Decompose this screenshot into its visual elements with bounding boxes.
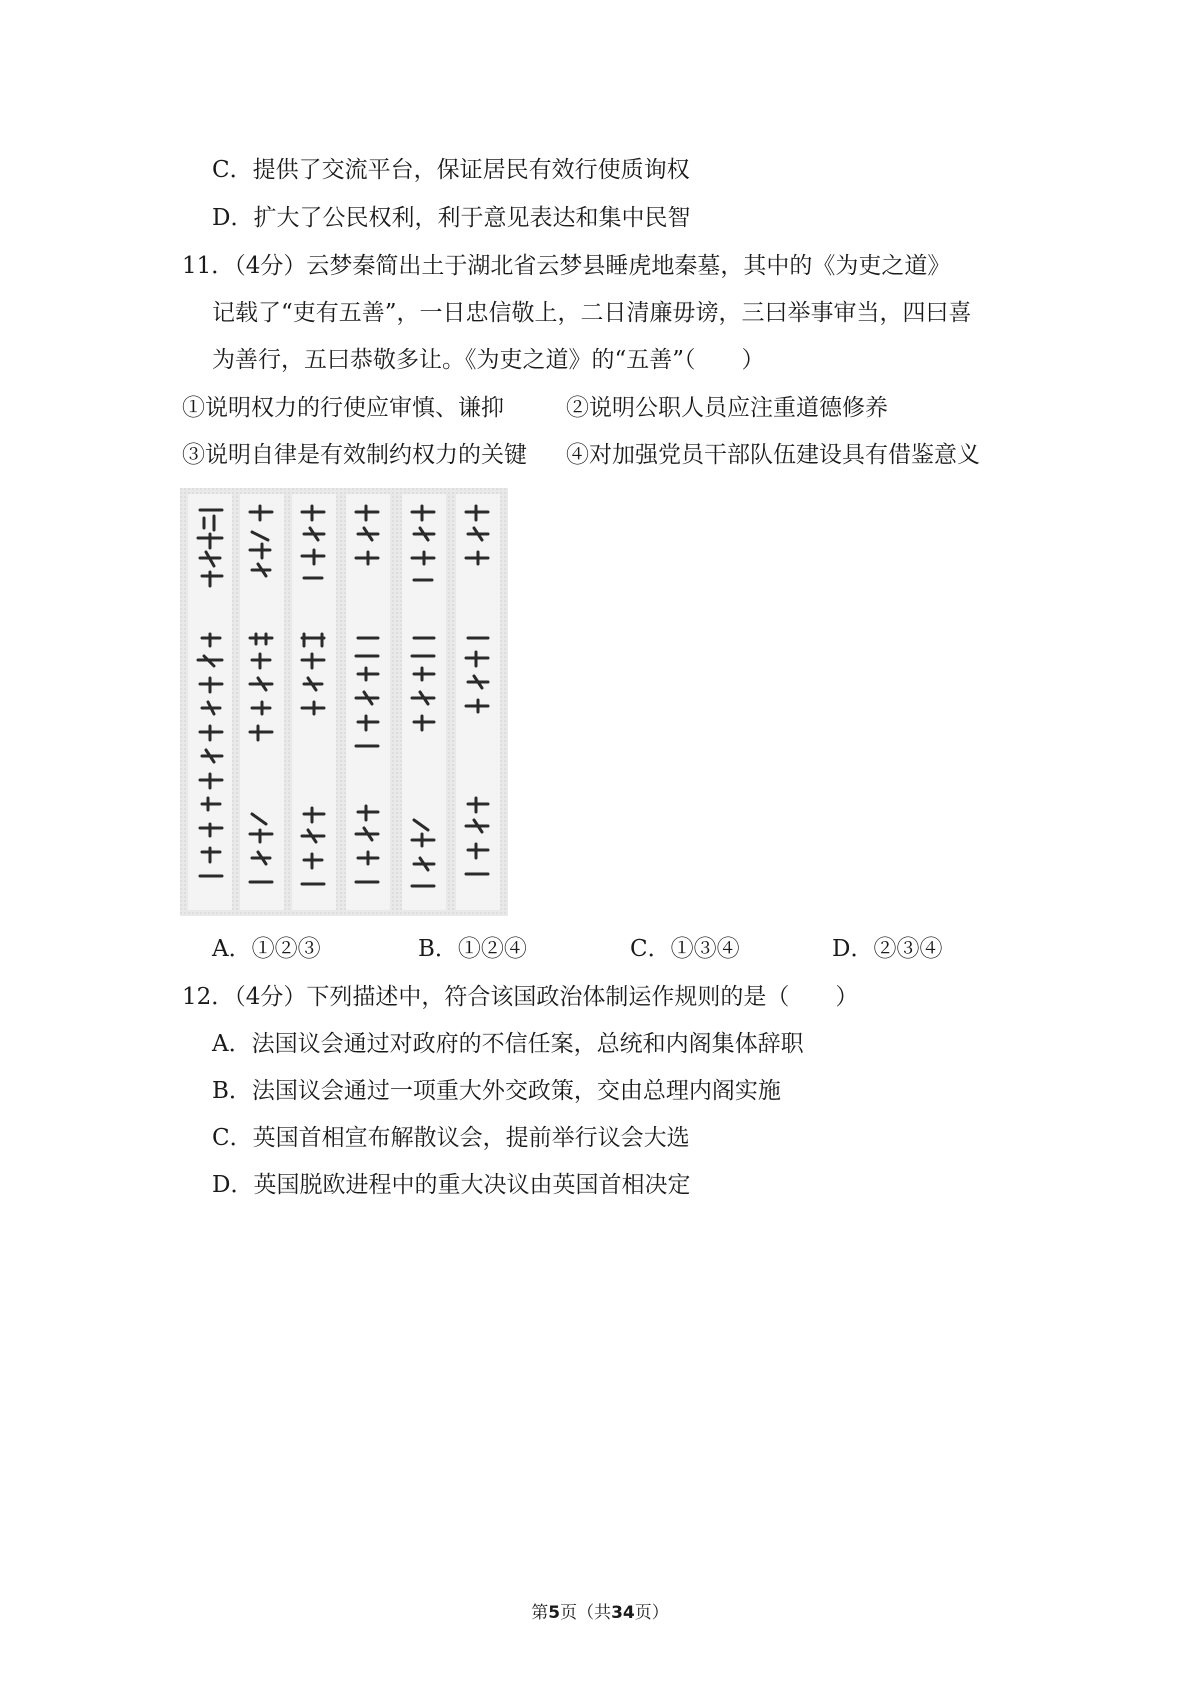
footer-suffix: 页） xyxy=(634,1603,669,1623)
q12-option-b: B．法国议会通过一项重大外交政策，交由总理内阁实施 xyxy=(212,1078,781,1104)
q11-option-b: B．①②④ xyxy=(418,936,527,962)
q11-stem-line-1: 11．（4分）云梦秦简出土于湖北省云梦县睡虎地秦墓，其中的《为吏之道》 xyxy=(182,253,951,279)
q12-option-c: C．英国首相宣布解散议会，提前举行议会大选 xyxy=(212,1125,690,1151)
q12-option-d: D．英国脱欧进程中的重大决议由英国首相决定 xyxy=(212,1172,691,1198)
q11-option-a: A．①②③ xyxy=(212,936,321,962)
footer-middle: 页（共 xyxy=(560,1603,612,1623)
q11-option-c: C．①③④ xyxy=(630,936,740,962)
q11-statement-2: ②说明公职人员应注重道德修养 xyxy=(566,395,888,421)
bamboo-slips-image xyxy=(180,488,508,916)
q11-stem-line-2: 记载了“吏有五善”，一日忠信敬上，二日清廉毋谤，三曰举事审当，四曰喜 xyxy=(212,300,972,326)
q11-stem-line-3: 为善行，五曰恭敬多让。《为吏之道》的“五善”（ ） xyxy=(212,347,765,373)
q12-stem: 12．（4分）下列描述中，符合该国政治体制运作规则的是（ ） xyxy=(182,984,859,1010)
q10-option-d: D．扩大了公民权利，利于意见表达和集中民智 xyxy=(212,205,691,231)
q12-option-a: A．法国议会通过对政府的不信任案，总统和内阁集体辞职 xyxy=(212,1031,804,1057)
q11-option-d: D．②③④ xyxy=(832,936,943,962)
q10-option-c: C．提供了交流平台，保证居民有效行使质询权 xyxy=(212,157,690,183)
q11-statement-4: ④对加强党员干部队伍建设具有借鉴意义 xyxy=(566,442,980,468)
page-footer xyxy=(0,1602,1200,1624)
footer-page-number: 5 xyxy=(548,1603,561,1623)
q11-statement-3: ③说明自律是有效制约权力的关键 xyxy=(182,442,527,468)
footer-total-pages: 34 xyxy=(611,1603,635,1623)
footer-prefix: 第 xyxy=(531,1603,549,1623)
q11-statement-1: ①说明权力的行使应审慎、谦抑 xyxy=(182,395,504,421)
